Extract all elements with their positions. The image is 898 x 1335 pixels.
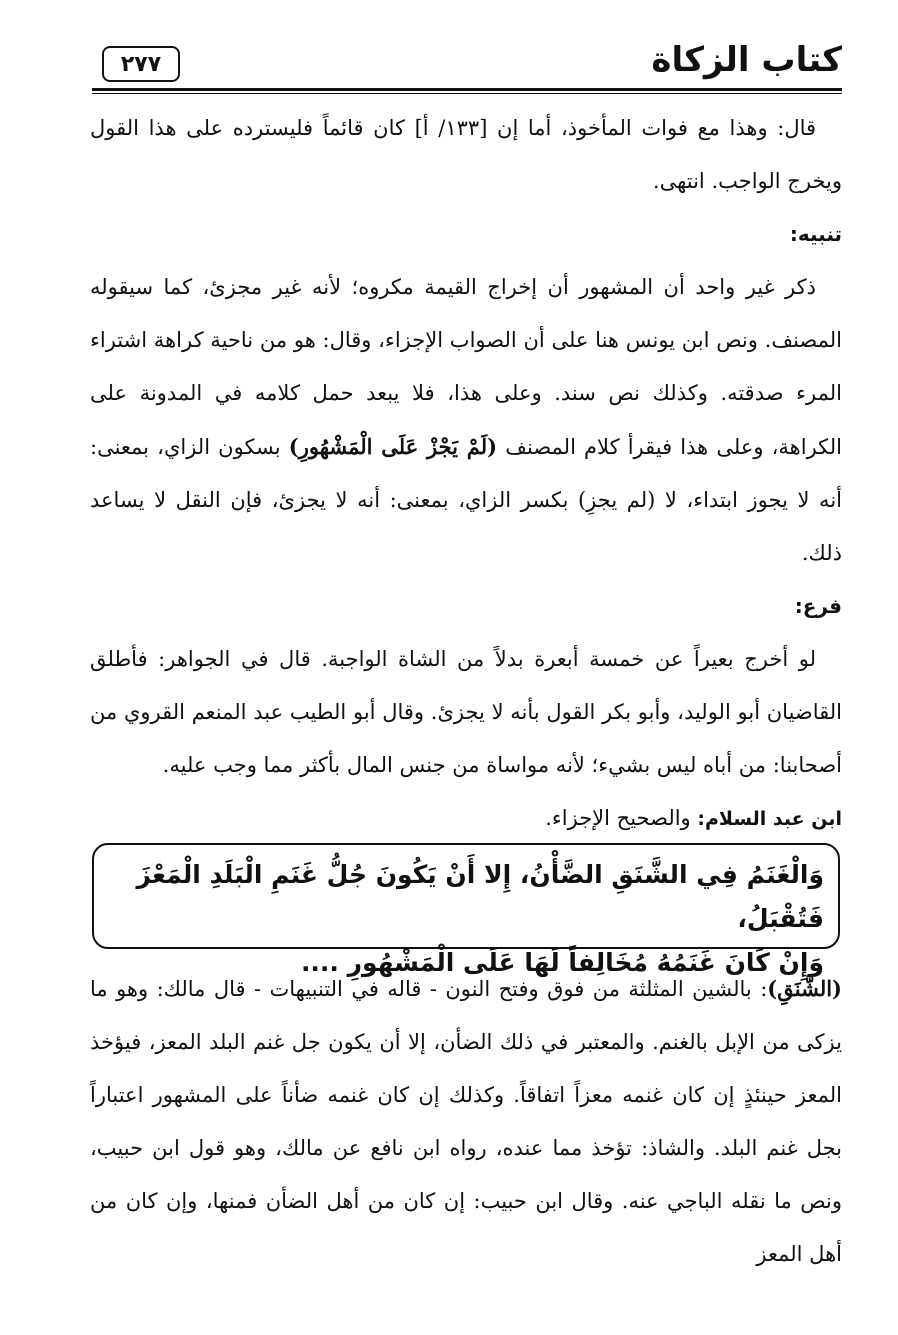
- page-header: [92, 36, 842, 86]
- term-shanaq: (الشَّنَقِ): [767, 976, 842, 1001]
- text-block-top: [90, 102, 842, 846]
- header-rule-thin: [92, 93, 842, 94]
- paragraph-tanbih: [90, 261, 842, 580]
- header-rule: [92, 88, 842, 91]
- quoted-matn-phrase: (لَمْ يَجْزْ عَلَى الْمَشْهُورِ): [288, 434, 498, 459]
- matn-line-2: وَإِنْ كَانَ غَنَمُهُ مُخَالِفاً لَهَا عَلَى الْمَشْهُورِ ....: [300, 948, 824, 977]
- matn-quote-box: [92, 843, 840, 977]
- paragraph-shanaq-text: : بالشين المثلثة من فوق وفتح النون - قاله في التنبيهات - قال مالك: وهو ما يزكى من الإبل بالغنم. والمعتبر في ذلك الضأن، إلا أن يكون جل غنم البلد المعز، فيؤخذ المعز حينئذٍ إن كان غنمه معزاً اتفاقاً. وكذلك إن كان غنمه ضأناً على المشهور اعتباراً بجل غنم البلد. والشاذ: تؤخذ مما عنده، رواه ابن نافع عن مالك، وهو قول ابن حبيب، ونص ما نقله الباجي عنه. وقال ابن حبيب: إن كان من أهل الضأن فمنها، وإن كان من أهل المعز: [90, 977, 842, 1266]
- book-title: كتاب الزكاة: [651, 40, 842, 80]
- heading-tanbih: تنبيه:: [789, 222, 842, 246]
- speaker-text: والصحيح الإجزاء.: [545, 806, 698, 830]
- paragraph-tanbih-text-a: ذكر غير واحد أن المشهور أن إخراج القيمة مكروه؛ لأنه غير مجزئ، كما سيقوله المصنف. ونص ابن يونس هنا على أن الصواب الإجزاء، وقال: هو من ناحية كراهة اشتراء المرء صدقته. وكذلك نص سند. وعلى هذا، فلا يبعد حمل كلامه في المدونة على الكراهة، وعلى هذا فيقرأ كلام المصنف: [90, 275, 842, 459]
- text-block-bottom: [90, 962, 842, 1281]
- heading-far: فرع:: [794, 594, 842, 618]
- paragraph-shanaq: [90, 962, 842, 1281]
- matn-line-1: وَالْغَنَمُ فِي الشَّنَقِ الضَّأْنُ، إِلا أَنْ يَكُونَ جُلُّ غَنَمِ الْبَلَدِ الْمَعْزَ فَتُقْبَلُ،: [136, 860, 824, 933]
- paragraph-far: لو أخرج بعيراً عن خمسة أبعرة بدلاً من الشاة الواجبة. قال في الجواهر: فأطلق القاضيان أبو الوليد، وأبو بكر القول بأنه لا يجزئ. وقال أبو الطيب عبد المنعم القروي من أصحابنا: من أباه ليس بشيء؛ لأنه مواساة من جنس المال بأكثر مما وجب عليه.: [90, 647, 842, 777]
- speaker-line: [90, 792, 842, 846]
- speaker-name: ابن عبد السلام:: [697, 808, 842, 830]
- page-number: ٢٧٧: [102, 46, 180, 82]
- paragraph-qala: قال: وهذا مع فوات المأخوذ، أما إن [١٣٣/ أ] كان قائماً فليسترده على هذا القول ويخرج الواجب. انتهى.: [90, 116, 842, 193]
- paragraph-tanbih-text-b: بسكون الزاي، بمعنى: أنه لا يجوز ابتداء، لا (لم يجزِ) بكسر الزاي، بمعنى: أنه لا يجزئ، فإن النقل لا يساعد ذلك.: [90, 435, 842, 565]
